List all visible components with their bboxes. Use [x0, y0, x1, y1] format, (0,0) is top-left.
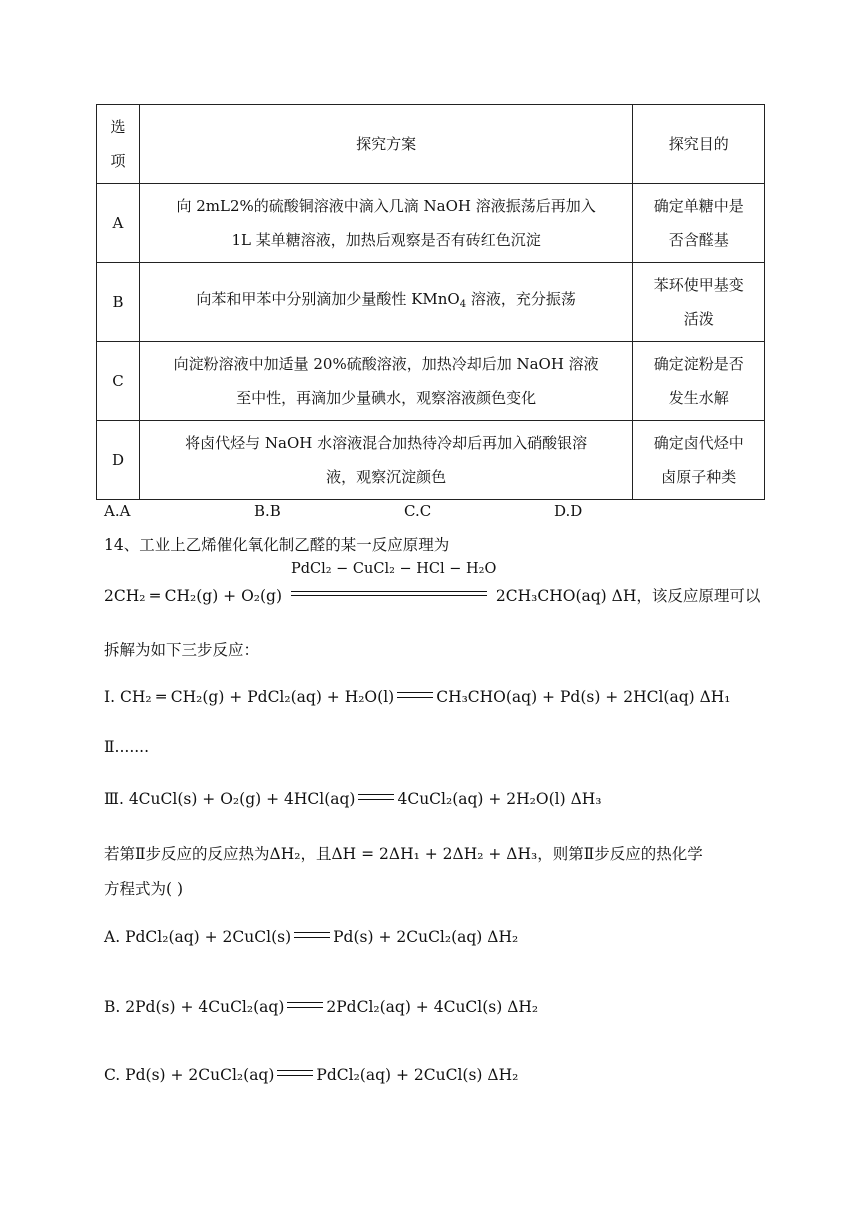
option-label: C. [104, 1066, 121, 1084]
choice-a: A.A [104, 502, 131, 520]
equals-bars [291, 591, 487, 596]
choice-b: B.B [254, 502, 281, 520]
table-row [97, 263, 765, 342]
header-option-line1: 选 [110, 118, 126, 136]
header-option-line2: 项 [110, 152, 126, 170]
equation-left: 2CH₂ ═ CH₂(g) + O₂(g) [104, 587, 283, 605]
step-right: 4CuCl₂(aq) + 2H₂O(l) ΔH₃ [397, 790, 602, 808]
goal-cell [633, 263, 765, 342]
plan-cell [139, 184, 632, 263]
header-goal: 探究目的 [633, 105, 765, 184]
plan-line: 至中性，再滴加少量碘水，观察溶液颜色变化 [236, 389, 537, 407]
goal-cell [633, 342, 765, 421]
plan-cell [139, 421, 632, 500]
option-left: Pd(s) + 2CuCl₂(aq) [125, 1066, 275, 1084]
goal-line: 活泼 [683, 310, 714, 328]
step2-line: Ⅱ....... [104, 738, 150, 756]
table-row [97, 342, 765, 421]
goal-cell [633, 184, 765, 263]
equals-sign [287, 1002, 323, 1008]
goal-line: 发生水解 [668, 389, 729, 407]
q14-intro: 14、工业上乙烯催化氧化制乙醛的某一反应原理为 [104, 536, 450, 554]
table-row [97, 184, 765, 263]
plan-cell [139, 263, 632, 342]
plan-cell [139, 342, 632, 421]
equals-sign [294, 932, 330, 938]
step1-equation [104, 688, 731, 706]
equals-sign [397, 692, 433, 698]
plan-subscript: 4 [459, 299, 467, 310]
option-right: Pd(s) + 2CuCl₂(aq) ΔH₂ [333, 928, 519, 946]
choice-d: D.D [554, 502, 583, 520]
goal-cell [633, 421, 765, 500]
option-left: 2Pd(s) + 4CuCl₂(aq) [125, 998, 285, 1016]
choice-c: C.C [404, 502, 432, 520]
equation-condition-arrow [290, 561, 497, 601]
goal-line: 确定单糖中是 [653, 197, 744, 215]
option-right: PdCl₂(aq) + 2CuCl(s) ΔH₂ [316, 1066, 519, 1084]
step-label: Ⅰ. [104, 688, 116, 706]
table-row [97, 421, 765, 500]
equation-right: 2CH₃CHO(aq) ΔH [495, 587, 637, 605]
main-equation [104, 561, 761, 606]
plan-line: 向 2mL2%的硫酸铜溶液中滴入几滴 NaOH 溶液振荡后再加入 [176, 197, 596, 215]
option-b [104, 998, 538, 1016]
goal-line: 确定卤代烃中 [653, 434, 744, 452]
step-left: CH₂ ═ CH₂(g) + PdCl₂(aq) + H₂O(l) [120, 688, 395, 706]
step3-equation [104, 790, 602, 808]
option-cell: C [97, 342, 140, 421]
option-cell: B [97, 263, 140, 342]
reaction-condition: PdCl₂ − CuCl₂ − HCl − H₂O [290, 561, 497, 577]
option-cell: D [97, 421, 140, 500]
option-label: B. [104, 998, 121, 1016]
plan-line: 向淀粉溶液中加适量 20%硫酸溶液，加热冷却后加 NaOH 溶液 [173, 355, 599, 373]
goal-line: 否含醛基 [668, 231, 729, 249]
equation-tail: ，该反应原理可以 [636, 587, 761, 605]
option-c [104, 1066, 518, 1084]
option-left: PdCl₂(aq) + 2CuCl(s) [125, 928, 292, 946]
plan-text: 向苯和甲苯中分别滴加少量酸性 KMnO [196, 290, 460, 308]
q13-choices [104, 502, 664, 524]
option-label: A. [104, 928, 121, 946]
goal-line: 苯环使甲基变 [653, 276, 744, 294]
plan-line: 液，观察沉淀颜色 [326, 468, 447, 486]
table-header-row [97, 105, 765, 184]
header-plan: 探究方案 [139, 105, 632, 184]
plan-line: 将卤代烃与 NaOH 水溶液混合加热待冷却后再加入硝酸银溶 [185, 434, 588, 452]
option-cell: A [97, 184, 140, 263]
q14-condition-line1: 若第Ⅱ步反应的反应热为ΔH₂，且ΔH = 2ΔH₁ + 2ΔH₂ + ΔH₃，则第Ⅱ步反应的热化学 [104, 845, 703, 863]
q14-condition-line2: 方程式为( ) [104, 880, 184, 898]
step-left: 4CuCl(s) + O₂(g) + 4HCl(aq) [128, 790, 356, 808]
header-option [97, 105, 140, 184]
experiment-table [96, 104, 765, 500]
step-right: CH₃CHO(aq) + Pd(s) + 2HCl(aq) ΔH₁ [436, 688, 731, 706]
step-label: Ⅲ. [104, 790, 124, 808]
equals-sign [277, 1070, 313, 1076]
option-a [104, 928, 518, 946]
option-right: 2PdCl₂(aq) + 4CuCl(s) ΔH₂ [326, 998, 539, 1016]
goal-line: 卤原子种类 [661, 468, 737, 486]
goal-line: 确定淀粉是否 [653, 355, 744, 373]
q14-line2: 拆解为如下三步反应： [104, 641, 260, 659]
plan-line: 1L 某单糖溶液，加热后观察是否有砖红色沉淀 [231, 231, 541, 249]
equals-sign [358, 794, 394, 800]
plan-text: 溶液，充分振荡 [466, 290, 576, 308]
